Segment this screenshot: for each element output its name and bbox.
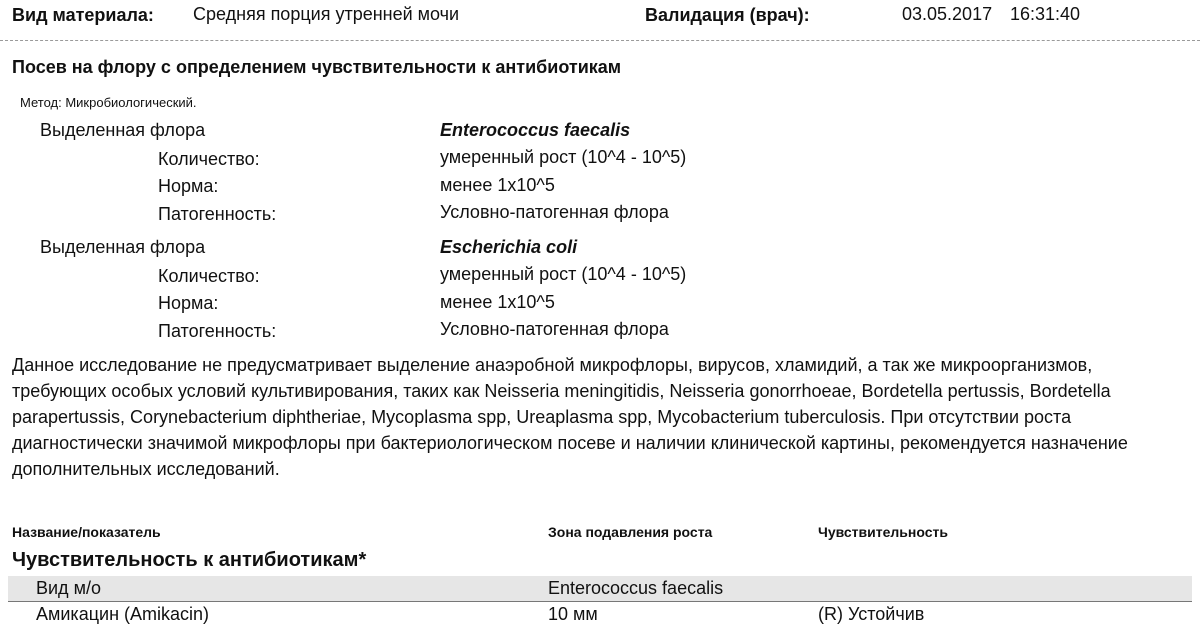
norm-value: менее 1х10^5 bbox=[440, 292, 555, 312]
pathogenicity-label: Патогенность: bbox=[158, 321, 277, 341]
table-cell-sensitivity: (R) Устойчив bbox=[818, 604, 925, 624]
validation-label: Валидация (врач): bbox=[645, 5, 810, 25]
table-row-divider bbox=[8, 601, 1192, 602]
material-value: Средняя порция утренней мочи bbox=[193, 4, 460, 24]
material-label: Вид материала: bbox=[12, 5, 154, 25]
pathogenicity-value: Условно-патогенная флора bbox=[440, 202, 669, 222]
column-header-name: Название/показатель bbox=[12, 524, 161, 540]
pathogenicity-label: Патогенность: bbox=[158, 204, 277, 224]
validation-time: 16:31:40 bbox=[1010, 4, 1081, 24]
quantity-label: Количество: bbox=[158, 149, 260, 169]
organism-name: Escherichia coli bbox=[440, 237, 578, 257]
flora-label: Выделенная флора bbox=[40, 120, 206, 140]
column-header-sensitivity: Чувствительность bbox=[818, 524, 948, 540]
norm-value: менее 1х10^5 bbox=[440, 175, 555, 195]
table-cell-zone: 10 мм bbox=[548, 604, 598, 624]
quantity-label: Количество: bbox=[158, 266, 260, 286]
column-header-zone: Зона подавления роста bbox=[548, 524, 713, 540]
research-note: Данное исследование не предусматривает выделение анаэробной микрофлоры, вирусов, хламидий, а так же микроорганизмов, требующих особых условий культивирования, таких как Neisseria meningitidis, Neisseria gonorrhoeae, Bordetella pertussis, Bordetella parapertussis, Corynebacterium diphtheriae, Mycoplasma spp, Ureaplasma spp, Mycobacterium tuberculosis. При отсутствии роста диагностически значимой микрофлоры при бактериологическом посеве и наличии клинической картины, рекомендуется назначение дополнительных исследований. bbox=[12, 355, 1128, 479]
quantity-value: умеренный рост (10^4 - 10^5) bbox=[440, 264, 687, 284]
quantity-value: умеренный рост (10^4 - 10^5) bbox=[440, 147, 687, 167]
section-title: Посев на флору с определением чувствительности к антибиотикам bbox=[12, 57, 622, 77]
table-cell-zone: Enterococcus faecalis bbox=[548, 578, 724, 598]
header-divider bbox=[0, 40, 1200, 41]
table-cell-name: Амикацин (Amikacin) bbox=[36, 604, 210, 624]
organism-name: Enterococcus faecalis bbox=[440, 120, 631, 140]
method-text: Метод: Микробиологический. bbox=[20, 95, 197, 110]
validation-date: 03.05.2017 bbox=[902, 4, 993, 24]
flora-label: Выделенная флора bbox=[40, 237, 206, 257]
table-cell-name: Вид м/о bbox=[36, 578, 101, 598]
group-title: Чувствительность к антибиотикам* bbox=[12, 549, 367, 571]
norm-label: Норма: bbox=[158, 176, 219, 196]
pathogenicity-value: Условно-патогенная флора bbox=[440, 319, 669, 339]
norm-label: Норма: bbox=[158, 293, 219, 313]
